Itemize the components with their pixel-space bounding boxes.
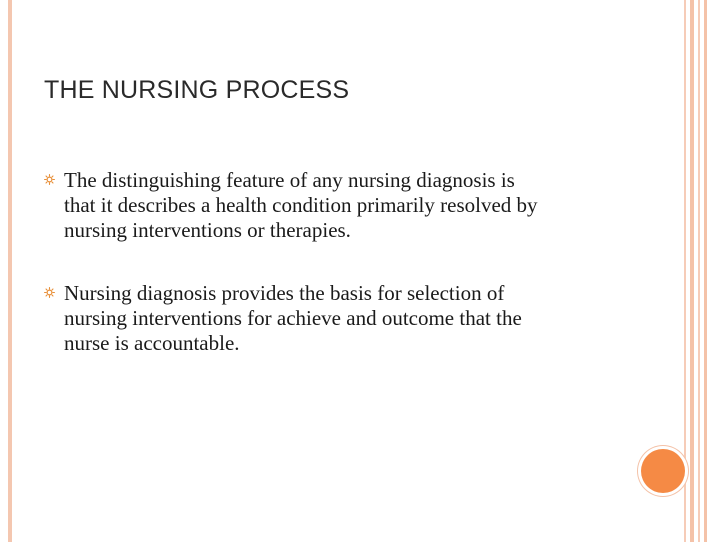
bullet-list bbox=[44, 168, 604, 394]
right-frame-stripe bbox=[698, 0, 700, 542]
bullet-text: The distinguishing feature of any nursing diagnosis is that it describes a health condition primarily resolved by nursing interventions or therapies. bbox=[64, 168, 538, 242]
bullet-text: Nursing diagnosis provides the basis for selection of nursing interventions for achieve and outcome that the nurse is accountable. bbox=[64, 281, 522, 355]
bullet-item bbox=[44, 281, 604, 356]
sun-icon bbox=[44, 287, 55, 298]
right-frame-stripe bbox=[704, 0, 707, 542]
right-frame-stripe bbox=[684, 0, 686, 542]
slide-title: THE NURSING PROCESS bbox=[44, 76, 350, 104]
bullet-item bbox=[44, 168, 604, 243]
sun-icon bbox=[44, 174, 55, 185]
decorative-orange-circle bbox=[641, 449, 685, 493]
left-frame-stripe bbox=[8, 0, 12, 542]
right-frame-stripe bbox=[690, 0, 694, 542]
